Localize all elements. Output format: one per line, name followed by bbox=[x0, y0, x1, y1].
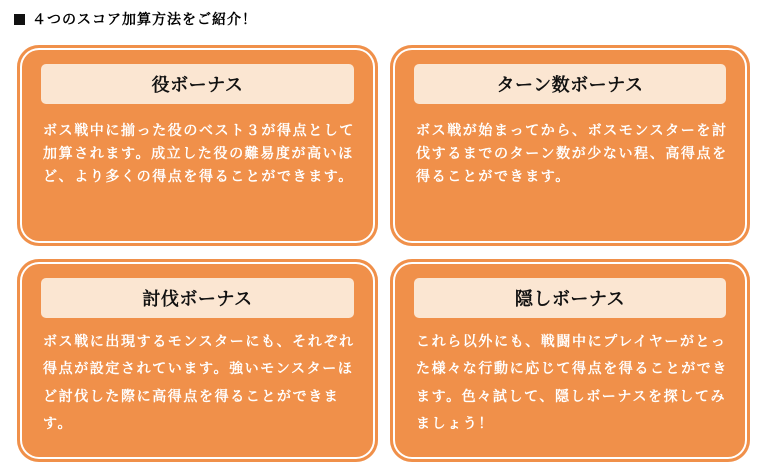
card-description: ボス戦に出現するモンスターにも、それぞれ得点が設定されています。強いモンスターほど討伐した際に高得点を得ることができます。 bbox=[43, 334, 355, 432]
bonus-card-turn-count bbox=[390, 45, 750, 246]
card-title: 隠しボーナス bbox=[414, 278, 726, 318]
bonus-card-subjugation bbox=[17, 259, 378, 462]
card-description: ボス戦が始まってから、ボスモンスターを討伐するまでのターン数が少ない程、高得点を得ることができます。 bbox=[416, 123, 728, 186]
card-title: ターン数ボーナス bbox=[414, 64, 726, 104]
card-title: 討伐ボーナス bbox=[41, 278, 354, 318]
card-description: ボス戦中に揃った役のベスト３が得点として加算されます。成立した役の難易度が高いほど、より多くの得点を得ることができます。 bbox=[43, 123, 355, 186]
card-title: 役ボーナス bbox=[41, 64, 354, 104]
section-heading-text: ４つのスコア加算方法をご紹介！ bbox=[32, 12, 257, 28]
bonus-card-hidden bbox=[390, 259, 750, 462]
square-bullet-icon bbox=[14, 14, 25, 25]
section-heading bbox=[14, 9, 257, 29]
bonus-card-role bbox=[17, 45, 378, 246]
card-description: これら以外にも、戦闘中にプレイヤーがとった様々な行動に応じて得点を得ることができます。色々試して、隠しボーナスを探してみましょう！ bbox=[416, 334, 728, 432]
